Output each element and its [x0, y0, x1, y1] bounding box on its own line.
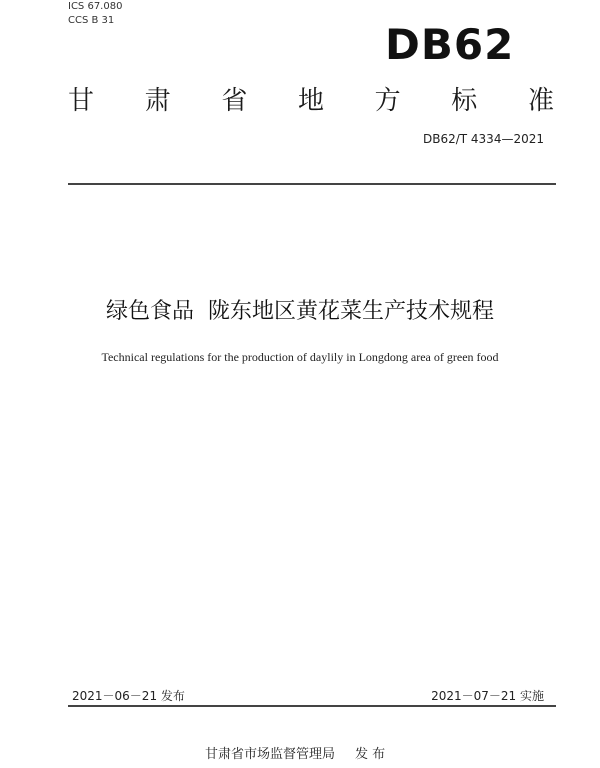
issuer-name: 甘肃省市场监督管理局 [205, 747, 336, 762]
issue-date: 2021－06－21 发布 [72, 689, 185, 703]
issuer-action: 发 布 [355, 747, 386, 762]
banner-char: 方 [374, 86, 401, 116]
banner-char: 地 [297, 86, 324, 116]
issuing-authority [205, 743, 385, 762]
top-divider [68, 183, 556, 185]
banner-char: 标 [451, 86, 478, 116]
banner-char: 甘 [68, 86, 95, 116]
banner-char: 肃 [144, 86, 171, 116]
implementation-date: 2021－07－21 实施 [431, 689, 544, 703]
banner-char: 准 [527, 86, 554, 116]
standard-type-banner [68, 86, 554, 116]
ccs-code: CCS B 31 [68, 15, 115, 26]
classification-codes [68, 0, 122, 28]
banner-char: 省 [221, 86, 248, 116]
english-title: Technical regulations for the production of daylily in Longdong area of green food [101, 350, 499, 364]
ics-code: ICS 67.080 [68, 1, 123, 12]
standard-number: DB62/T 4334—2021 [422, 132, 544, 146]
standard-logo: DB62 [385, 20, 515, 69]
bottom-divider [68, 705, 556, 707]
chinese-title: 绿色食品 陇东地区黄花菜生产技术规程 [106, 299, 494, 324]
